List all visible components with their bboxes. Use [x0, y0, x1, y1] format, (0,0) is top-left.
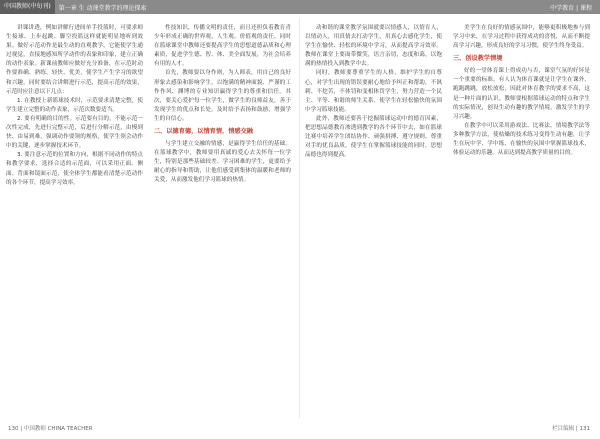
left-page-column-2 [154, 24, 291, 416]
paragraph: 1. 在教授上新篮球技术时，示范要求清楚完整，使学生建立完整的动作表象，示范次数要适当。 [6, 97, 143, 113]
right-page-column-1 [305, 24, 442, 416]
left-page-column-1 [6, 24, 143, 416]
footer-right: 栏目编辑 | 131 [552, 426, 590, 432]
paragraph: 性技知识，传播文明的责任，而且还担负着教育青少年形成正确的世界观、人生观、价值观的责任，同时在篮球课堂中教师还要提高学生的思想道德品质和心理素质，促进学生德、智、体、美全面发展，为社会培养有用的人才。 [154, 25, 291, 68]
paragraph: 首先，教师要以身作则，为人师表，用自己的良好形象去感染和影响学生，以饱满的精神面貌、严谨的工作作风、渊博的专业知识赢得学生的尊重和信任。其次，要关心爱护每一位学生，做学生的良师益友，善于发现学生的优点和长处，及时给予表扬和鼓励，增强学生的自信心。 [154, 70, 291, 122]
section-heading: 三、创设教学情境 [453, 55, 503, 63]
paragraph: 2. 要有明确的目的性。示范要有目的，不能示范一次性完成，先进行完整示范，后进行分解示范，由慢到快、由易到难，强调动作要领的规格，使学生领会动作中的关键，逐步掌握技术环节。 [6, 115, 143, 150]
article-title: 第一章 生 动课堂教学的理论探索 [58, 4, 147, 12]
section-name: 中学教育 | 课程 [550, 4, 592, 12]
paragraph: 与学生建立交融的情感，是赢得学生信任的基础。在篮球教学中，教师要用真诚的爱心去关怀每一位学生，特别是那些基础较差、学习困难的学生，更要给予耐心的指导和帮助，让他们感受到集体的温暖和老师的关爱，从而激发他们学习篮球的热情。 [154, 141, 291, 184]
paragraph: 好的一堂体育课上得成功与否，课堂气氛的好坏是一个重要的标准。有人认为体育课就是让学生在课外，跑跑跳跳，放松放松，因此对体育教学的要求不高，这是一种片面的认识。教师要根据篮球运动的特点和学生的实际情况，创设生动有趣的教学情境，激发学生的学习兴趣。 [453, 68, 590, 120]
section-heading: 二、以德育德，以情育情，情感交融 [154, 128, 253, 136]
right-page [305, 24, 595, 416]
header-bar [0, 0, 600, 14]
paragraph: 动和谐的课堂教学氛围就要以情感人，以情育人，以情动人，用真情去打动学生，用真心去感化学生，使学生在愉快、轻松的环境中学习，从而提高学习效率。教师在课堂上要面带微笑，语言亲切，态度和蔼，以饱满的热情投入到教学中去。 [305, 25, 442, 68]
paragraph: 同时，教师要尊重学生的人格，维护学生的自尊心，对学生出现的错误要耐心地给予纠正和帮助，不讽刺、不挖苦，不体罚和变相体罚学生，努力营造一个民主、平等、和谐的师生关系，使学生在轻松愉快的氛围中学习篮球技能。 [305, 70, 442, 113]
left-page [6, 24, 296, 416]
right-page-column-2 [453, 24, 590, 416]
journal-name: 中国教师(中旬刊) [0, 0, 55, 14]
paragraph: 3. 要注意示范的位置和方向，根据不同动作的特点和教学要求，选择合适的示范面，可以采用正面、侧面、背面和镜面示范，使全体学生都能看清楚示范动作的各个环节，提高学习效率。 [6, 152, 143, 186]
paragraph: 在教学中可以采用游戏法、比赛法、情境教学法等多种教学方法，使枯燥的技术练习变得生动有趣，让学生在玩中学、学中练，在愉快的氛围中掌握篮球技术，体验运动的乐趣，从而达到提高教学质量的目的。 [453, 122, 590, 157]
paragraph: 讲课讲透，例如讲解行进间单手投篮时，可要求师生接球、上步起跳、脚空投篮这样就能明显地听到效果。做好示范动作是最生动的直观教学，它能使学生通过视觉，直接地感知所学动作的表象和印象，建立正确的动作表象。新课前教师应做好充分准备，在示范时动作要准确、熟练、轻快、优美，使学生产生学习的欲望和兴趣，同时要结合讲解进行示范，提高示范的效果，示范时应注意以下几点： [6, 25, 143, 95]
paragraph: 美学生在良好的情感氛围中，能够更积极地参与到学习中来，在学习过程中获得成功的喜悦，从而不断提高学习兴趣，形成良好的学习习惯，使学生终身受益。 [453, 25, 590, 50]
page-gutter [299, 18, 300, 418]
paragraph: 此外，教师还要善于挖掘篮球运动中的德育因素，把思想品德教育渗透到教学的各个环节中去，如在篮球比赛中培养学生团结协作、顽强拼搏、遵守规则、尊重对手的优良品质，使学生在掌握篮球技能的同时，思想品德也得到提高。 [305, 115, 442, 159]
footer-left: 130 | 中国教师 CHINA TEACHER [8, 426, 93, 432]
header-left [0, 0, 147, 14]
